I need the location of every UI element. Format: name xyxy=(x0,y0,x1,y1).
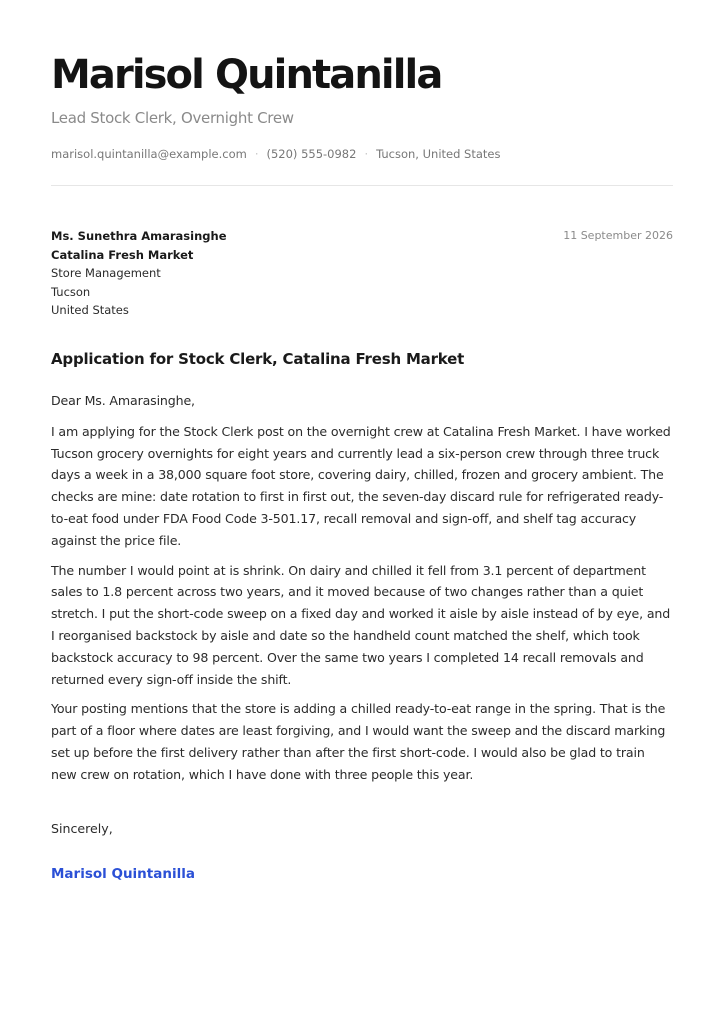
body-paragraph: Your posting mentions that the store is adding a chilled ready-to-eat range in the spring. That is the part of a floor where dates are least forgiving, and I would want the sweep and the discard marking set up before the first delivery rather than after the first short-code. I would also be glad to train new crew on rotation, which I have done with three people this year. xyxy=(51,701,666,782)
signature: Marisol Quintanilla xyxy=(51,866,195,882)
recipient-block xyxy=(51,227,227,320)
recipient-company: Catalina Fresh Market xyxy=(51,247,194,262)
sender-email: marisol.quintanilla@example.com xyxy=(51,147,247,161)
contact-separator: · xyxy=(254,147,259,161)
salutation: Dear Ms. Amarasinghe, xyxy=(51,393,195,408)
contact-separator: · xyxy=(364,147,369,161)
body-paragraph: I am applying for the Stock Clerk post on the overnight crew at Catalina Fresh Market. I have worked Tucson grocery overnights for eight years and currently lead a six-person crew through three truck days a week in a 38,000 square foot store, covering dairy, chilled, frozen and grocery ambient. The checks are mine: date rotation to first in first out, the seven-day discard rule for refrigerated ready-to-eat food under FDA Food Code 3-501.17, recall removal and sign-off, and shelf tag accuracy against the price file. xyxy=(51,423,671,548)
letter-subject: Application for Stock Clerk, Catalina Fresh Market xyxy=(51,350,465,368)
header-divider xyxy=(51,185,673,186)
sender-phone: (520) 555-0982 xyxy=(266,147,357,161)
recipient-department: Store Management xyxy=(51,266,161,280)
sender-name: Marisol Quintanilla xyxy=(51,52,442,98)
closing: Sincerely, xyxy=(51,821,113,836)
contact-line xyxy=(51,146,500,162)
recipient-country: United States xyxy=(51,303,129,317)
letter-date: 11 September 2026 xyxy=(563,229,673,242)
sender-title: Lead Stock Clerk, Overnight Crew xyxy=(51,109,294,127)
recipient-name: Ms. Sunethra Amarasinghe xyxy=(51,229,227,243)
recipient-city: Tucson xyxy=(51,284,91,299)
body-paragraph: The number I would point at is shrink. On dairy and chilled it fell from 3.1 percent of department sales to 1.8 percent across two years, and it moved because of two changes rather than a quiet stretch. I put the short-code sweep on a fixed day and worked it aisle by aisle instead of by eye, and I reorganised backstock by aisle and date so the handheld count matched the shelf, which took backstock accuracy to 98 percent. Over the same two years I completed 14 recall removals and returned every sign-off inside the shift. xyxy=(51,562,671,687)
sender-location: Tucson, United States xyxy=(376,147,501,161)
letter-body xyxy=(51,390,673,794)
